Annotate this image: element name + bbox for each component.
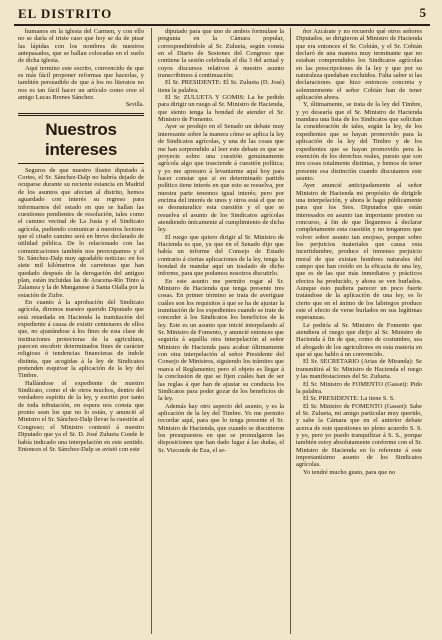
column-3 [296, 28, 422, 634]
newspaper-title: EL DISTRITO [18, 6, 113, 21]
signature: Sevilla. [125, 102, 144, 109]
paragraph: El Sr. PRESIDENTE: La tiene S. S. [303, 395, 395, 403]
paragraph: Y, últimamente, se trata de la ley del Timbre, y yo desearía que el Sr. Ministro de Hacienda mandara una lista de los Sindicatos que solicitan la consideración de tales, según la ley, de los expedientes que se hayan promovido para la aplicación de la ley del Timbre y de los expedientes que se hayan promovido pera la exención de los derechos reales, puesto que son tres cosas totalmente distintas, y hemos de tener presente esa distinción cuando discutamos este asunto. [296, 101, 422, 182]
section-title: Nuestros intereses [45, 119, 117, 159]
masthead [14, 4, 430, 26]
paragraph: Ayer se produjo en el Senado un debate muy interesante sobre la manera cómo se aplica la ley de Sindicatos agrícolas, y una de las cosas que me han sorprendido al leer este debate es que se proyecte sobre una cuestión genuinamente agrícola algo que trasciende á cuestión política; y yo me apresuro á levantarme aquí hoy para hacer constar que si en determinado partido político tiene interés en que esto se resuelva, por nuestra parte tenemos igual interés; pero por encima del interés de unos y otros está el que no se desnaturalice esta cuestión y el que se resuelva el asunto de los Sindicatos agrícolas atendiendo únicamente al cumplimiento de dicha ley. [158, 123, 284, 234]
column-1 [18, 28, 144, 634]
page-number: 5 [419, 5, 426, 20]
paragraph: humanos en la iglesia del Carmen, y con ello no se daría el triste caso que hoy se da de pisar las lápidas con los nombres de nuestros antepasados, que se hallan colocadas en el suelo de dicha iglesia. [18, 28, 144, 65]
paragraph: Ayer anuncié anticipadamente al señor Ministro de Hacienda mi propósito de dirigirle una interpelación, y ahora le hago públicamente para que los Sres. Diputados que están interesados en asunto tan importante presten su concurso, á fin de que lleguemos á declarar completamente esta cuestión y no tengamos que volver sobre asunto tan enojoso, porque sobre los perjuicios materiales que causa esta incertidumbre, produce el inmenso perjuicio moral de que existan hombres naturales del campo que han creído en la eficacia de una ley, que es de las que más inmediatos y prácticos efectos ha producido, y ahora se ven burlados. Aunque esto pudiera parecer un poco fuerte tratándose de la aplicación de una ley, es lo cierto que en el ánimo de los labriegos produce este el efecto de verse burlados en sus legítimas esperanzas. [296, 182, 422, 322]
divider [18, 163, 144, 164]
column-2 [158, 28, 284, 634]
paragraph: El Sr. SECRETARIO (Arias de Miranda): Se transmitirá al Sr. Ministro de Hacienda el ruego y las manifestaciones del Sr. Zulueta. [296, 358, 422, 381]
paragraph: El Sr. PRESIDENTE: El Sr. Zulueta (D. José) tiene la palabra. [158, 79, 284, 94]
paragraph: El Sr. ZULUETA Y GOMIS: La he pedido para dirigir un ruego al Sr. Ministro de Hacienda, que siento tenga la bondad de atender el Sr. Ministro de Fomento. [158, 94, 284, 124]
paragraph: Aquí termino este escrito, convencido de que es más fácil proponer reformas que hacerlas, y también persuadido de que á los no literatos no nos es tan fácil hacer un artículo como cree el amigo Lucas Brenes Sánchez. [18, 64, 144, 102]
paragraph: diputado para que uno de ambos formulase la pregunta en la Cámara popular, correspondiéndole al Sr. Zulueta, según consta en el Diario de Sesiones del Congreso que contiene la sesión celebrada el día 3 del actual y cuyos discursos relativos á nuestro asunto transcribimos á continuación: [158, 28, 284, 80]
divider [18, 113, 144, 116]
paragraph: El ruego que quiero dirigir al Sr. Ministro de Hacienda es que, ya que en el Senado dijo que había un informe del Consejo de Estado contrario á ciertas aplicaciones de la ley, tenga la bondad de mandar aquí un traslado de dicho informe, para que podamos nosotros discutirlo. [158, 233, 284, 278]
paragraph: Seguros de que nuestro ilustre diputado á Cortes, el Sr. Sánchez-Dalp no habría dejado de ocuparse durante su reciente estancia en Madrid de los asuntos que afectan al distrito, hemos aguardado con interés su regreso para informarnos del estado en que se hallan las cuestiones pendientes de resolución, tales como el camino vecinal de La Justa y el Sindicato agrícola, pudiendo comunicar á nuestros lectores que el citado camino será en breve declarado de utilidad pública. De lo relacionado con las comunicaciones también nos preocupamos y el Sr. Sánchez-Dalp muy agradable noticias: en los siete mil kilómetros de carreteras que han quedado después de la derogación del antiguo plan, están incluidas las de Aracena-Río Tinto á Zalamea y la de Manganese á Santa Olalla por la estación de Zufre. [18, 166, 144, 299]
column-divider [290, 28, 291, 634]
paragraph: ñor Azcárate y no recuerdo qué otros señores Diputados, se dirigieron al Ministro de Hacienda que era entonces el Sr. Cobián, y el Sr. Cobián declaró de una manera muy terminante que no estaban comprendidos los Sindicatos agrícolas en las prescripciones de la ley y que por su naturaleza quedaban excluidos. Falta saber si las declaraciones que hizo entonces concreta y solemnemente el señor Cobián han de tener aplicación ahora. [296, 28, 422, 102]
paragraph: En cuanto á la aprobación del Sindicato agrícola, diremos nuestro querido Diputado que está retardada en Hacienda la tramitación del expediente á causa de existir centenares de ellos que, no ajustándose á los fines de esta clase de instituciones protectoras de la agricultura, parecen encubrir determinados fines de carácter religioso ó tendencias financieras de índole distinta, que acogidas á la ley de Sindicatos pretenden esquivar la aplicación de la ley del Timbre. [18, 298, 144, 380]
paragraph: Le pediría al Sr. Ministro de Fomento que atendiera el ruego que dirijo al Sr. Ministro de Hacienda á fin de que, como de costumbre, sea el abogado de los agricultores en esta materia en que sé que hablo á un convencido. [296, 321, 422, 359]
paragraph: El Sr. Ministro de FOMENTO (Gasset): Pido la palabra. [296, 380, 422, 395]
paragraph: Además hay otro aspecto del asunto, y es la aplicación de la ley del Timbre. Yo me permito recordar aquí, para que lo tenga presente el Sr. Ministro de Hacienda, que cuando se discutieron los presupuestos en que se promulgaron las disposiciones que han dado lugar á las dudas, el Sr. Vizconde de Eza, el se- [158, 402, 284, 454]
paragraph: Hallándose el expediente de nuestro Sindicato, como el de otros muchos, dentro del verdadero espíritu de la ley, y escrito por tanto de toda tributación, en espera nos consta que pronto sean los que no lo están, y anunció al Ministro el Sr. Sánchez-Dalp llevar la cuestión al Congreso; el Ministro contestó á nuestro Diputado que ya el Sr. D. José Zulueta Conde le había indicado una interpelación en este sentido. Entonces el Sr. Sánchez-Dalp se avistó con este [18, 379, 144, 453]
paragraph: Yo tendré mucho gusto, para que no [303, 468, 396, 476]
paragraph: El Sr. Ministro de FOMENTO (Gasset): Sabe el Sr. Zulueta, mi amigo particular muy querido, y sabe la Cámara que en el anterior debate acerca de este questiones no pleno acuerdo S. S. y yo, pero yo puedo tranquilizar á S. S., porque también estoy absolutamente conforme con el Sr. Ministro de Hacienda en lo referente á este importantísimo asunto de los Sindicatos agrícolas. [296, 402, 422, 469]
paragraph: En este asunto me permito rogar al Sr. Ministro de Hacienda que tenga presente tres cosas. En primer término se trata de averiguar cuáles son los requisitos á que se ha de ajustar la tramitación de los expedientes cuando se trate de conceder á los Sindicatos los beneficios de la ley. Este es un asunto que inicié interpelando al Sr. Ministro de Fomento, y anuncié entonces que seguiría á aquélla otra interpelación al señor Ministro de Hacienda para acabar últimamente con otra interpelación al señor Presidente del Consejo de Ministros, siguiendo los trámites que marca el Reglamento; pero el objeto es llegar á la conclusión de que se fijen cuáles han de ser las reglas á que han de ajustar su conducta los Sindicatos para poder gozar de los beneficios de la ley. [158, 277, 284, 403]
column-divider [151, 28, 152, 634]
